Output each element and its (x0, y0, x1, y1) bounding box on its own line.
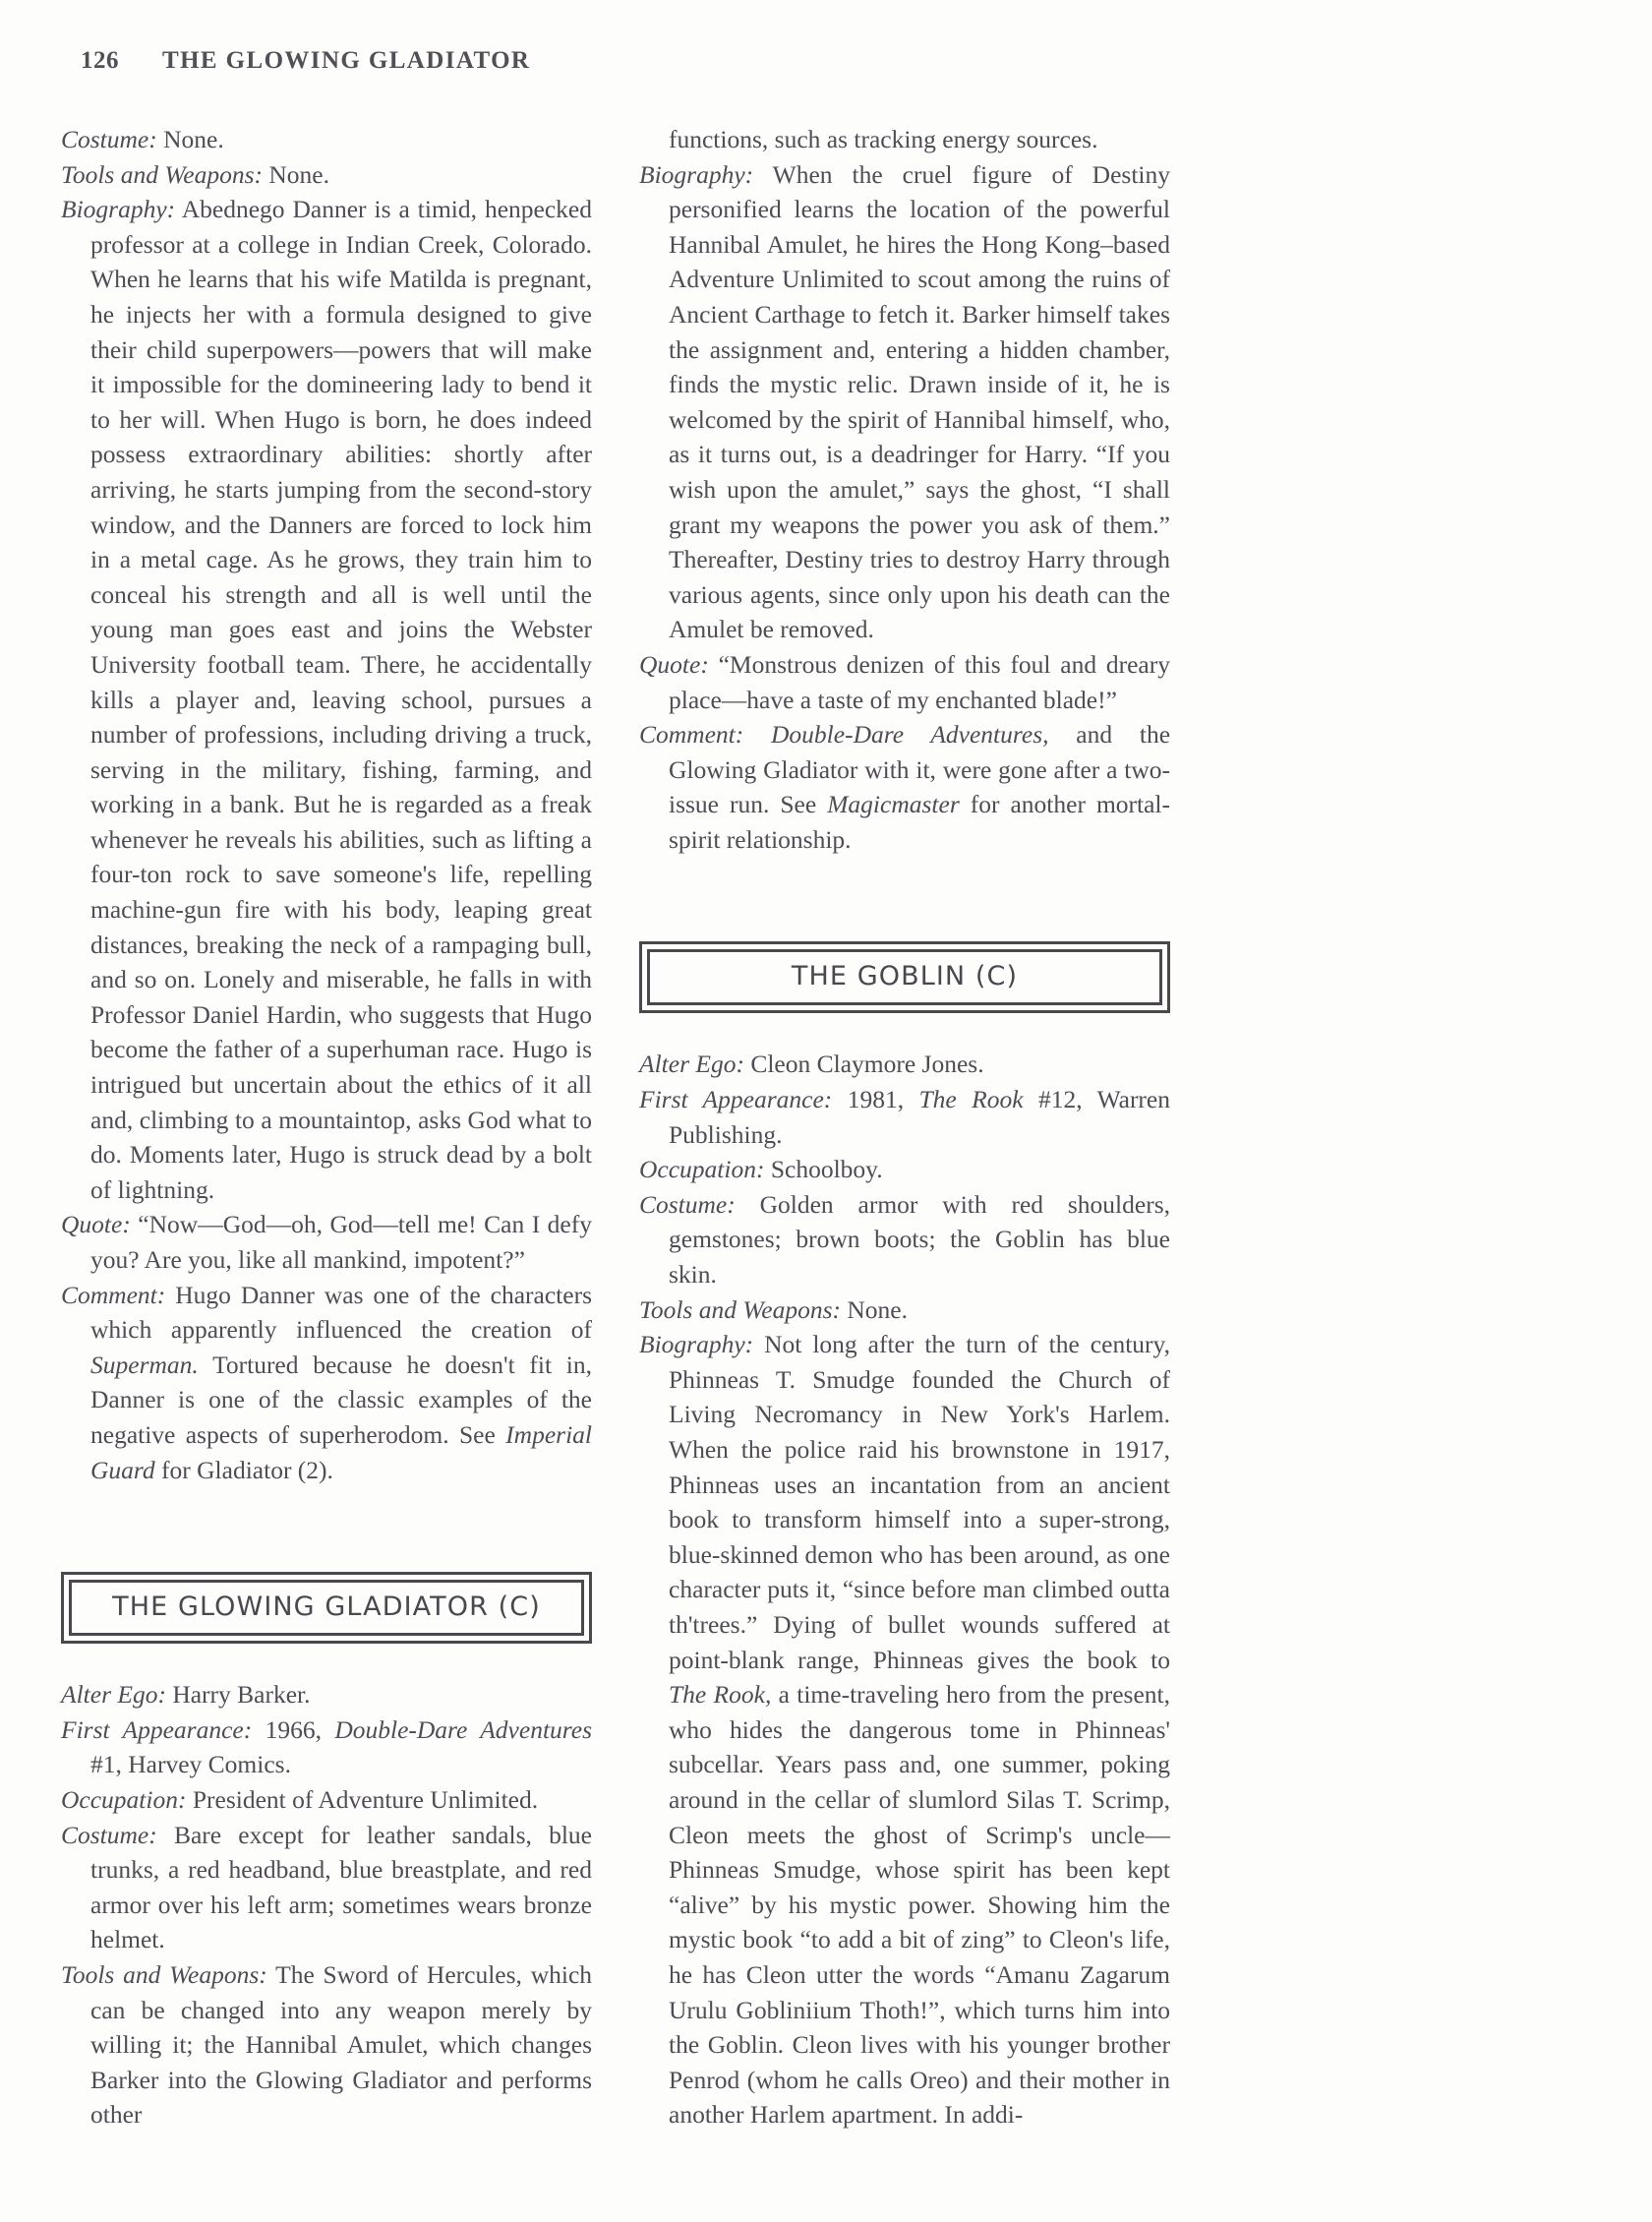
field-value: Golden armor with red shoulders, gemstones; brown boots; the Goblin has blue skin. (669, 1189, 1170, 1290)
field-value: When the cruel figure of Destiny personified learns the location of the powerful Hannibal Amulet, he hires the Hong Kong–based Adventure Unlimited to scout among the ruins of Ancient Carthage to fetch it. Barker himself takes the assignment and, entering a hidden chamber, finds the mystic relic. Drawn inside of it, he is welcomed by the spirit of Hannibal himself, who, as it turns out, is a deadringer for Harry. “If you wish upon the amulet,” says the ghost, “I shall grant my weapons the power you ask of them.” Thereafter, Destiny tries to destroy Harry through various agents, since only upon his death can the Amulet be removed. (669, 159, 1170, 644)
entry-alter-ego (639, 1047, 1170, 1082)
entry-occupation (61, 1782, 592, 1818)
left-column (61, 122, 592, 2168)
entry-first-appearance (61, 1712, 592, 1782)
column-spacer (639, 1013, 1170, 1047)
field-value: 1966, Double-Dare Adventures #1, Harvey Comics. (90, 1714, 593, 1779)
entry-costume-2 (61, 1818, 592, 1957)
entry-biography-goblin (639, 1327, 1170, 2132)
entry-occupation (639, 1152, 1170, 1187)
section-heading-inner (69, 1580, 584, 1636)
column-spacer (639, 857, 1170, 941)
field-label: Alter Ego: (639, 1050, 744, 1079)
field-label: First Appearance: (639, 1085, 833, 1114)
entry-quote (61, 1207, 592, 1277)
section-heading-goblin (639, 941, 1170, 1013)
section-heading-label: THE GOBLIN (C) (791, 961, 1019, 992)
entry-tools-weapons (61, 157, 592, 193)
field-value: Double-Dare Adventures, and the Glowing Gladiator with it, were gone after a two-issue run. See Magicmaster for another mortal-spirit relationship. (669, 720, 1171, 854)
field-label: Tools and Weapons: (61, 1959, 267, 1989)
field-label: Costume: (639, 1189, 736, 1219)
running-head-title: THE GLOWING GLADIATOR (162, 47, 531, 74)
field-value: Schoolboy. (764, 1155, 883, 1184)
field-value: Not long after the turn of the century, Phinneas T. Smudge founded the Church of Living Necromancy in New York's Harlem. When the police raid his brownstone in 1917, Phinneas uses an incantation from an ancient book to transform himself into a super-strong, blue-skinned demon who has been around, as one character puts it, “since before man climbed outta th'trees.” Dying of bullet wounds suffered at point-blank range, Phinneas gives the book to The Rook, a time-traveling hero from the present, who hides the dangerous tome in Phinneas' subcellar. Years pass and, one summer, poking around in the cellar of slumlord Silas T. Scrimp, Cleon meets the ghost of Scrimp's uncle—Phinneas Smudge, whose spirit has been kept “alive” by his mystic power. Showing him the mystic book “to add a bit of zing” to Cleon's life, he has Cleon utter the words “Amanu Zagarum Urulu Gobliniium Thoth!”, which turns him into the Goblin. Cleon lives with his younger brother Penrod (whom he calls Oreo) and their mother in another Harlem apartment. In addi- (669, 1330, 1170, 2130)
field-label: Tools and Weapons: (61, 159, 263, 189)
field-value: None. (262, 159, 329, 189)
field-value: President of Adventure Unlimited. (186, 1784, 539, 1814)
field-label: Occupation: (61, 1784, 187, 1814)
entry-quote (639, 647, 1170, 717)
right-column (639, 122, 1170, 2168)
field-label: Quote: (61, 1210, 131, 1239)
field-value: “Monstrous denizen of this foul and dreary place—have a taste of my enchanted blade!” (669, 649, 1170, 714)
field-label: Biography: (639, 159, 754, 189)
section-heading-label: THE GLOWING GLADIATOR (C) (112, 1591, 541, 1623)
two-column-body (61, 122, 1591, 2168)
entry-biography (61, 192, 592, 1207)
field-label: Occupation: (639, 1155, 765, 1184)
entry-costume (639, 1187, 1170, 1292)
field-value: 1981, The Rook #12, Warren Publishing. (669, 1085, 1170, 1149)
field-label: Comment: (639, 720, 744, 750)
field-value: The Sword of Hercules, which can be changed into any weapon merely by willing it; the Hannibal Amulet, which changes Barker into the Glowing Gladiator and performs other (90, 1959, 593, 2130)
field-value: Abednego Danner is a timid, henpecked professor at a college in Indian Creek, Colorado. When he learns that his wife Matilda is pregnant, he injects her with a formula designed to give their child superpowers—powers that will make it impossible for the domineering lady to bend it to her will. When Hugo is born, he does indeed possess extraordinary abilities: shortly after arriving, he starts jumping from the second-story window, and the Danners are forced to lock him in a metal cage. As he grows, they train him to conceal his strength and all is well until the young man goes east and joins the Webster University football team. There, he accidentally kills a player and, leaving school, pursues a number of professions, including driving a truck, serving in the military, fishing, farming, and working in a bank. But he is regarded as a freak whenever he reveals his abilities, such as lifting a four-ton rock to save someone's life, repelling machine-gun fire with his body, leaping great distances, breaking the neck of a rampaging bull, and so on. Lonely and miserable, he falls in with Professor Daniel Hardin, who suggests that Hugo become the father of a superhuman race. Hugo is intrigued but uncertain about the ethics of it all and, climbing to a mountaintop, asks God what to do. Moments later, Hugo is struck dead by a bolt of lightning. (90, 195, 592, 1204)
field-value: Hugo Danner was one of the characters which apparently influenced the creation of Superman. Tortured because he doesn't fit in, Danner is one of the classic examples of the negative aspects of superherodom. See Imperial Guard for Gladiator (2). (90, 1280, 592, 1484)
running-head (81, 39, 1591, 92)
field-label: Quote: (639, 649, 709, 679)
section-heading-glowing-gladiator (61, 1572, 592, 1644)
field-value: None. (840, 1294, 908, 1324)
entry-tools-weapons (639, 1292, 1170, 1328)
field-value: Bare except for leather sandals, blue trunks, a red headband, blue breastplate, and red armor over his left arm; sometimes wears bronze helmet. (90, 1820, 592, 1954)
field-label: Alter Ego: (61, 1680, 166, 1710)
entry-comment (639, 717, 1170, 857)
entry-first-appearance (639, 1082, 1170, 1152)
column-spacer (61, 1487, 592, 1572)
entry-biography (639, 157, 1170, 647)
field-label: Biography: (639, 1330, 754, 1359)
entry-comment (61, 1278, 592, 1488)
entry-costume (61, 122, 592, 157)
field-label: Tools and Weapons: (639, 1294, 841, 1324)
field-label: Comment: (61, 1280, 166, 1309)
section-heading-inner (647, 949, 1162, 1005)
page-number: 126 (81, 47, 119, 74)
field-value: None. (156, 125, 224, 153)
field-label: Biography: (61, 195, 176, 224)
field-value: Harry Barker. (165, 1680, 311, 1710)
entry-tools-weapons-2 (61, 1957, 592, 2132)
field-label: Costume: (61, 1820, 157, 1849)
entry-continuation: functions, such as tracking energy sources. (669, 125, 1098, 153)
field-label: Costume: (61, 125, 157, 153)
field-value: Cleon Claymore Jones. (743, 1050, 984, 1079)
entry-alter-ego (61, 1677, 592, 1712)
field-label: First Appearance: (61, 1714, 253, 1744)
field-value: “Now—God—oh, God—tell me! Can I defy you? Are you, like all mankind, impotent?” (90, 1210, 592, 1274)
column-spacer (61, 1644, 592, 1677)
